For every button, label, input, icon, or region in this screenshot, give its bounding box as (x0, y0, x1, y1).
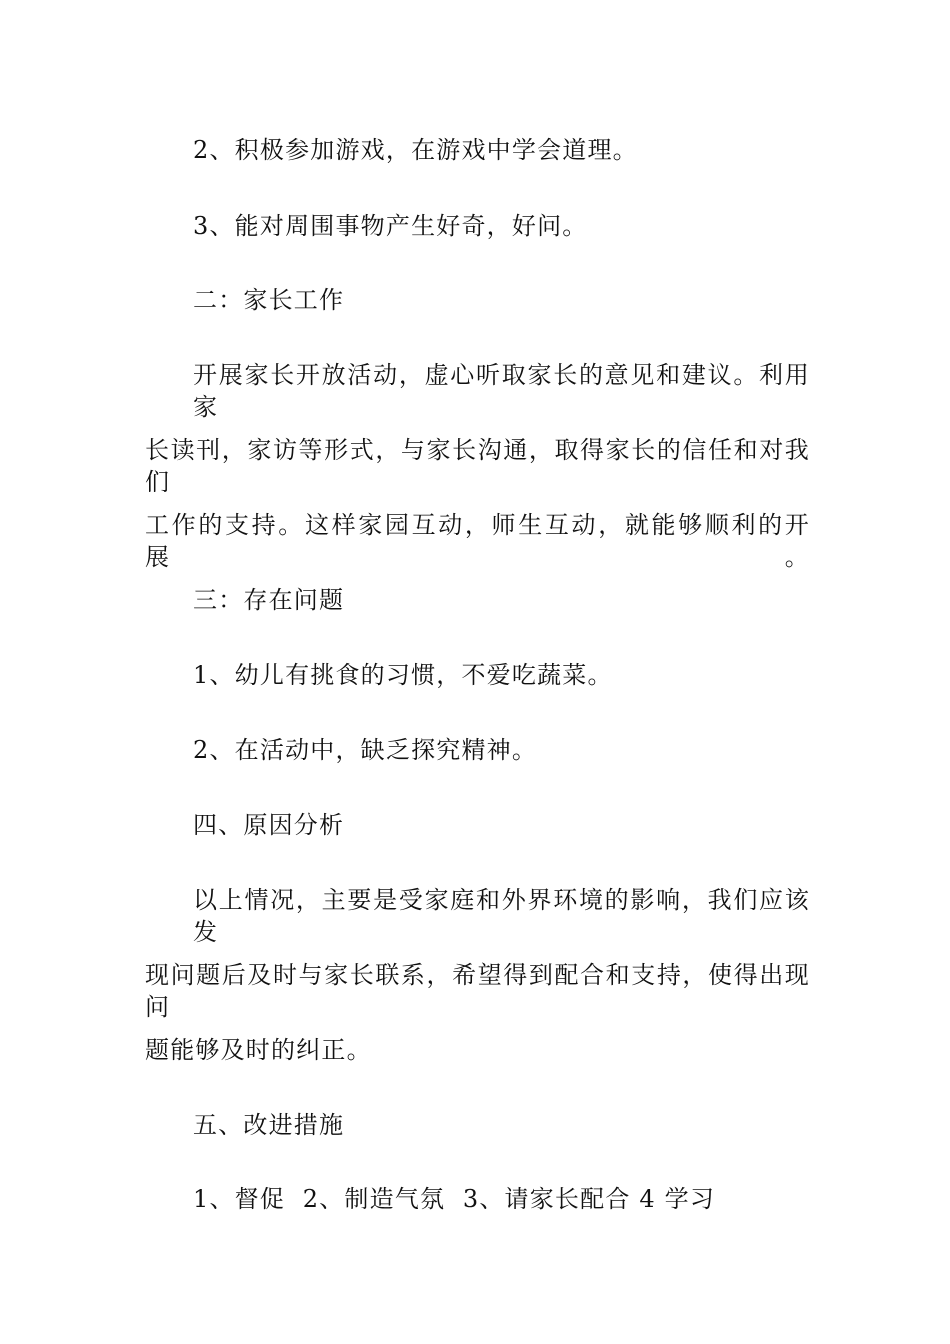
paragraph-parent-work-line-1: 开展家长开放活动，虚心听取家长的意见和建议。利用家 (193, 361, 810, 421)
goal-item-2: 2、积极参加游戏，在游戏中学会道理。 (193, 136, 638, 164)
section-heading-parent-work: 二：家长工作 (193, 286, 345, 314)
paragraph-parent-work-line-2: 长读刊，家访等形式，与家长沟通，取得家长的信任和对我们 (145, 436, 810, 496)
paragraph-parent-work-line-3: 工作的支持。这样家园互动，师生互动，就能够顺利的开展。 (145, 511, 810, 571)
section-heading-cause-analysis: 四、原因分析 (193, 811, 345, 839)
problem-item-1: 1、幼儿有挑食的习惯，不爱吃蔬菜。 (193, 661, 613, 689)
section-heading-improvements: 五、改进措施 (193, 1111, 345, 1139)
paragraph-cause-line-3: 题能够及时的纠正。 (145, 1036, 372, 1064)
paragraph-cause-line-1: 以上情况，主要是受家庭和外界环境的影响，我们应该发 (193, 886, 810, 946)
improvement-list: 1、督促 2、制造气氛 3、请家长配合 4 学习 (193, 1185, 716, 1213)
problem-item-2: 2、在活动中，缺乏探究精神。 (193, 736, 538, 764)
paragraph-cause-line-2: 现问题后及时与家长联系，希望得到配合和支持，使得出现问 (145, 961, 810, 1021)
section-heading-problems: 三：存在问题 (193, 586, 345, 614)
goal-item-3: 3、能对周围事物产生好奇，好问。 (193, 212, 588, 240)
